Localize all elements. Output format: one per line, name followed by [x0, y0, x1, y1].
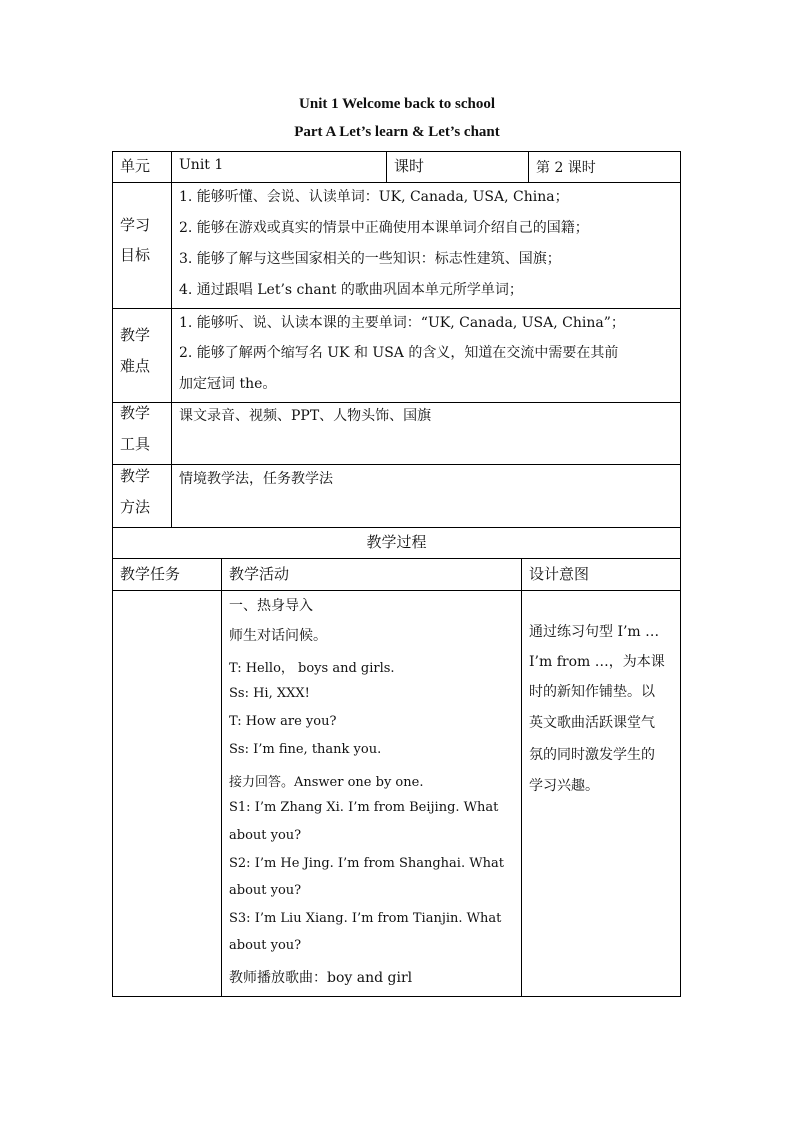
col-header-task: 教学任务 [120, 565, 181, 583]
goals-label-line1: 学习 [120, 216, 151, 234]
difficulty-label-line2: 难点 [120, 357, 151, 375]
difficulty-line: 1. 能够听、说、认读本课的主要单词：“UK, Canada, USA, China”； [179, 315, 625, 331]
col-divider [528, 151, 529, 182]
intent-line: 时的新知作铺垫。以 [529, 684, 655, 700]
goals-label-line2: 目标 [120, 246, 151, 264]
document-title: Unit 1 Welcome back to school [299, 96, 495, 112]
methods-value: 情境教学法，任务教学法 [179, 471, 333, 487]
difficulty-line: 加定冠词 the。 [179, 376, 277, 392]
activity-line: T: Hello， boys and girls. [229, 661, 395, 676]
row-divider [112, 308, 681, 309]
activity-s2-line2: about you? [229, 883, 302, 898]
goal-item: 1. 能够听懂、会说、认读单词：UK, Canada, USA, China； [179, 189, 569, 205]
document-subtitle: Part A Let’s learn & Let’s chant [294, 124, 500, 140]
methods-label-line1: 教学 [120, 467, 151, 485]
activity-line: Ss: Hi, XXX! [229, 686, 310, 701]
goal-item: 3. 能够了解与这些国家相关的一些知识：标志性建筑、国旗； [179, 251, 561, 267]
activity-s2-line1: S2: I’m He Jing. I’m from Shanghai. What [229, 856, 504, 871]
goal-item: 4. 通过跟唱 Let’s chant 的歌曲巩固本单元所学单词； [179, 282, 523, 298]
activity-s3-line1: S3: I’m Liu Xiang. I’m from Tianjin. What [229, 911, 502, 926]
activity-s1-line1: S1: I’m Zhang Xi. I’m from Beijing. What [229, 800, 499, 815]
col-divider [221, 558, 222, 997]
goal-item: 2. 能够在游戏或真实的情景中正确使用本课单词介绍自己的国籍； [179, 220, 589, 236]
tools-value: 课文录音、视频、PPT、人物头饰、国旗 [179, 408, 432, 424]
methods-label-line2: 方法 [120, 498, 151, 516]
activity-s3-line2: about you? [229, 938, 302, 953]
unit-value: Unit 1 [179, 157, 224, 173]
intent-line: I’m from …，为本课 [529, 654, 665, 670]
intent-line: 氛的同时激发学生的 [529, 747, 655, 763]
activity-section-title: 一、热身导入 [229, 598, 313, 614]
row-divider [112, 590, 681, 591]
tools-label-line1: 教学 [120, 404, 151, 422]
col-divider [521, 558, 522, 997]
row-divider [112, 558, 681, 559]
difficulty-label-line1: 教学 [120, 326, 151, 344]
unit-label: 单元 [120, 157, 151, 175]
intent-line: 英文歌曲活跃课堂气 [529, 715, 655, 731]
activity-s1-line2: about you? [229, 828, 302, 843]
row-divider [112, 464, 681, 465]
intent-line: 学习兴趣。 [529, 778, 599, 794]
col-header-activity: 教学活动 [229, 565, 290, 583]
col-header-intent: 设计意图 [529, 565, 590, 583]
intent-line: 通过练习句型 I’m … [529, 624, 660, 640]
difficulty-line: 2. 能够了解两个缩写名 UK 和 USA 的含义，知道在交流中需要在其前 [179, 345, 619, 361]
process-heading: 教学过程 [366, 533, 427, 551]
col-divider [386, 151, 387, 182]
row-divider [112, 182, 681, 183]
activity-line: 接力回答。Answer one by one. [229, 775, 424, 790]
activity-line: Ss: I’m fine, thank you. [229, 742, 382, 757]
period-value: 第 2 课时 [536, 160, 596, 176]
tools-label-line2: 工具 [120, 435, 151, 453]
activity-line: T: How are you? [229, 714, 337, 729]
col-divider [171, 151, 172, 527]
activity-intro: 师生对话问候。 [229, 628, 327, 644]
row-divider [112, 402, 681, 403]
activity-last-line: 教师播放歌曲：boy and girl [229, 970, 413, 986]
period-label: 课时 [394, 157, 425, 175]
